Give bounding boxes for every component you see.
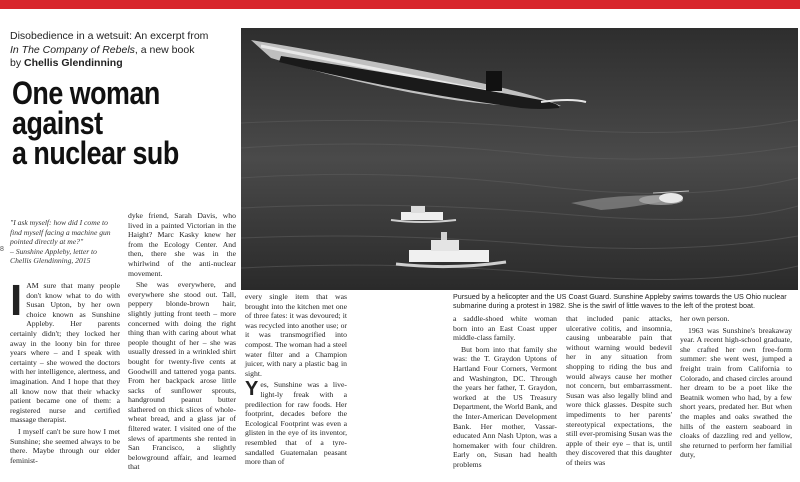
byline-by: by: [10, 57, 22, 69]
col3-paragraph-1: every single item that was brought into the kitchen met one of three fates: it was devoured; it was recycled into another use; or it was transmogrified into compost. The woman had a steel water filter and a Champion juicer, with nary a plastic bag in sight.: [245, 292, 347, 378]
pull-quote-text: "I ask myself: how did I come to find myself facing a machine gun pointed directly at me?": [10, 218, 111, 247]
col6-paragraph-1: her own person.: [680, 314, 730, 323]
author-name: Chellis Glendinning: [24, 57, 123, 69]
kicker-line1: Disobedience in a wetsuit: An excerpt from: [10, 30, 209, 42]
edge-mark: 8: [0, 246, 4, 253]
kicker-line2: , a new book: [134, 43, 195, 56]
submarine-photo: [241, 28, 798, 290]
col4-paragraph-2: But born into that family she was: the T. Graydon Uptons of Hartland Four Corners, Vermont and Washington, DC. Through the years her father, T. Graydon, worked at the US Treasury Department, the World Bank, and the Inter-American Development Bank. Her mother, Vassar-educated Ann Nash Upton, was a homemaker with four children. Early on, Susan had health problems: [453, 344, 557, 469]
dropcap-i: I: [10, 276, 23, 325]
body-column-4: [453, 314, 557, 472]
col1-paragraph-1: AM sure that many people don't know what to do with Susan Upton, by her own choice known as Sunshine Appleby. Her parents certainly didn't; they locked her away in the loony bin for three years where – and I speak with certainty – she wowed the doctors with her intelligence, alertness, and imagination. And I hope that they all know now that their whacky patient became one of them: a registered nurse and certified massage therapist.: [10, 281, 120, 425]
photo-caption: Pursued by a helicopter and the US Coast Guard. Sunshine Appleby swims towards the US Ohio nuclear submarine during a protest in 1982. She is the swirl of little waves to the left of the protest boat.: [453, 292, 787, 311]
pull-quote: [10, 218, 120, 266]
body-column-6: [680, 314, 792, 462]
col2-paragraph-2: She was everywhere, and everywhere she stood out. Tall, peppery blonde-brown hair, slightly jutting front teeth – more concerned with doing the right thing than with caring about what people thought of her – she was usually dressed in a wrinkled shirt bought for twenty-five cents at Goodwill and tattered yoga pants. From her backpack arose little sacks of sunflower sprouts, handground peanut butter slathered on thick slices of whole-wheat bread, and a glass jar of filtered water. I visited one of the slews of apartments she rented in San Francisco, a slightly belowground affair, and learned that: [128, 280, 236, 472]
col3-paragraph-2: es, Sunshine was a live-light-ly freak with a predilection for raw foods. Her footprint, decades before the Ecological Footprint was even a glisten in the eye of its inventor, resembled that of a tyre-sandalled Guatemalan peasant more than of: [245, 380, 347, 467]
book-title: In The Company of Rebels: [10, 43, 135, 56]
col6-paragraph-2: 1963 was Sunshine's breakaway year. A recent high-school graduate, she crafted her own free-form summer: she went west, jumped a freight train from California to Colorado, and chased circles around her dream to be a poet like the Beatnik women who had, by a few short years, predated her. But when the maples and oaks swathed the hills of the eastern seaboard in cloaks of dazzling red and yellow, she returned to perform her familial duty,: [680, 325, 792, 460]
col2-paragraph-1: dyke friend, Sarah Davis, who lived in a painted Victorian in the Haight? Marc Kasky knew her from the Ecology Center. And then, there she was in the whirlwind of the anti-nuclear movement.: [128, 211, 236, 278]
body-column-2: [128, 211, 236, 474]
photo-illustration: [241, 28, 798, 290]
body-column-5: [566, 314, 672, 470]
headline: [12, 75, 201, 171]
headline-line1: One woman: [12, 75, 160, 111]
top-red-bar: [0, 0, 800, 9]
dropcap-y: Y: [245, 378, 259, 401]
pull-quote-attribution-1: – Sunshine Appleby, letter to: [10, 246, 97, 256]
col5-paragraph-1: that included panic attacks, ulcerative colitis, and insomnia, causing unbearable pain that without warning would bedevil her in any situation from shopping to riding the bus and would always cause her mother not concern, but embarrassment. Susan was also legally blind and wore thick glasses. Despite such impediments to her parents' stereotypical expectations, the still ever-promising Susan was the apple of their eye – that is, until they discovered that this daughter of theirs was: [566, 314, 672, 467]
body-column-3: [245, 292, 445, 469]
col4-paragraph-1: a saddle-shoed white woman born into an East Coast upper middle-class family.: [453, 314, 557, 343]
pull-quote-attribution-2: Chellis Glendinning, 2015: [10, 256, 91, 266]
kicker: [10, 30, 235, 71]
body-column-1: [10, 276, 120, 467]
col1-paragraph-2: I myself can't be sure how I met Sunshine; she seemed always to be there. Maybe through our elder feminist-: [10, 426, 120, 465]
headline-line3: a nuclear sub: [12, 135, 179, 171]
headline-line2: against: [12, 105, 103, 141]
